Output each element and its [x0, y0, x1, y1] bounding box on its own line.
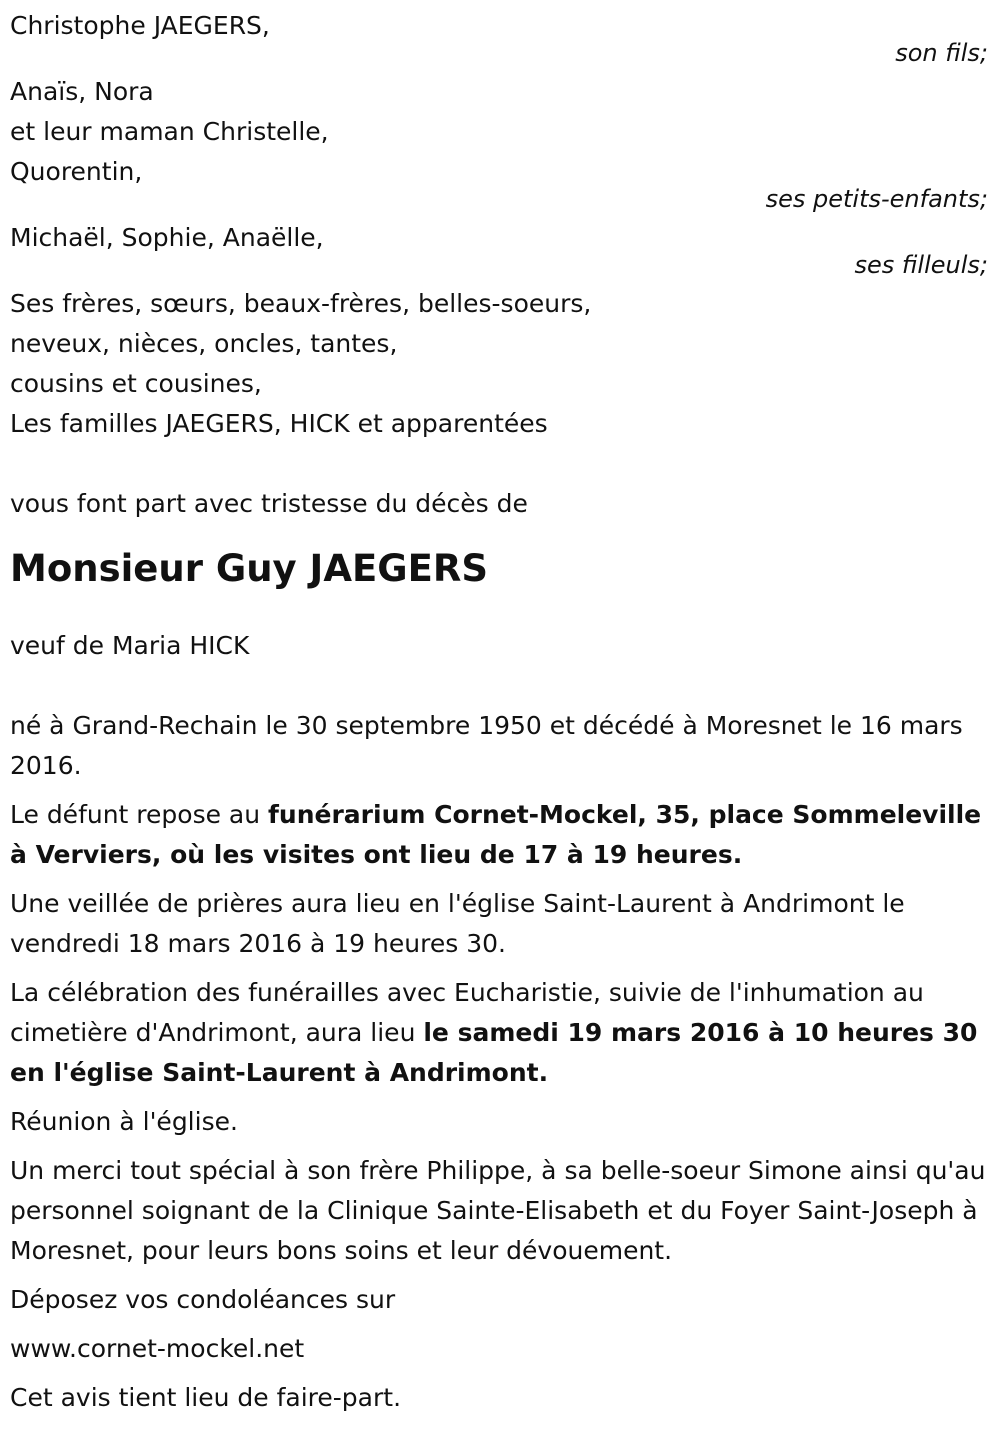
repose-location: funérarium Cornet-Mockel, 35, place Sommeleville à Verviers, où les visites ont lieu de 17 à 19 heures. — [10, 800, 982, 869]
relatives-line-1: Ses frères, sœurs, beaux-frères, belles-soeurs, — [10, 289, 592, 318]
closing-text: Cet avis tient lieu de faire-part. — [10, 1383, 402, 1412]
family-godchildren-section — [10, 218, 988, 280]
relatives-line-3: cousins et cousines, — [10, 369, 262, 398]
meeting-paragraph: Réunion à l'église. — [10, 1107, 238, 1136]
family-grandchildren-section — [10, 72, 988, 214]
obituary-notice — [10, 6, 988, 1427]
deceased-name: Monsieur Guy JAEGERS — [10, 547, 489, 590]
grandchildren-line-3: Quorentin, — [10, 157, 143, 186]
godchildren-names: Michaël, Sophie, Anaëlle, — [10, 223, 324, 252]
widower-of: veuf de Maria HICK — [10, 631, 250, 660]
relatives-line-2: neveux, nièces, oncles, tantes, — [10, 329, 398, 358]
condolences-text: Déposez vos condoléances sur — [10, 1285, 396, 1314]
announcement-text: vous font part avec tristesse du décès de — [10, 489, 528, 518]
repose-intro: Le défunt repose au — [10, 800, 269, 829]
funeral-details: le samedi 19 mars 2016 à 10 heures 30 en l'église Saint-Laurent à Andrimont. — [10, 1018, 978, 1087]
family-son-section — [10, 6, 988, 68]
vigil-paragraph: Une veillée de prières aura lieu en l'église Saint-Laurent à Andrimont le vendredi 18 mars 2016 à 19 heures 30. — [10, 889, 905, 958]
relatives-line-4: Les familles JAEGERS, HICK et apparentées — [10, 409, 548, 438]
godchildren-relation: ses filleuls; — [854, 251, 988, 279]
son-name: Christophe JAEGERS, — [10, 11, 270, 40]
funeral-paragraph — [10, 973, 988, 1093]
family-relatives-section — [10, 284, 988, 444]
grandchildren-line-2: et leur maman Christelle, — [10, 117, 329, 146]
repose-paragraph — [10, 795, 988, 875]
grandchildren-line-1: Anaïs, Nora — [10, 77, 154, 106]
son-relation: son fils; — [895, 39, 988, 67]
grandchildren-relation: ses petits-enfants; — [765, 185, 988, 213]
birth-death-paragraph: né à Grand-Rechain le 30 septembre 1950 et décédé à Moresnet le 16 mars 2016. — [10, 711, 963, 780]
thanks-paragraph: Un merci tout spécial à son frère Philippe, à sa belle-soeur Simone ainsi qu'au personnel soignant de la Clinique Sainte-Elisabeth et du Foyer Saint-Joseph à Moresnet, pour leurs bons soins et leur dévouement. — [10, 1156, 986, 1265]
funeral-intro: La célébration des funérailles avec Eucharistie, suivie de l'inhumation au cimetière d'Andrimont, aura lieu — [10, 978, 924, 1047]
website-link[interactable]: www.cornet-mockel.net — [10, 1334, 305, 1363]
